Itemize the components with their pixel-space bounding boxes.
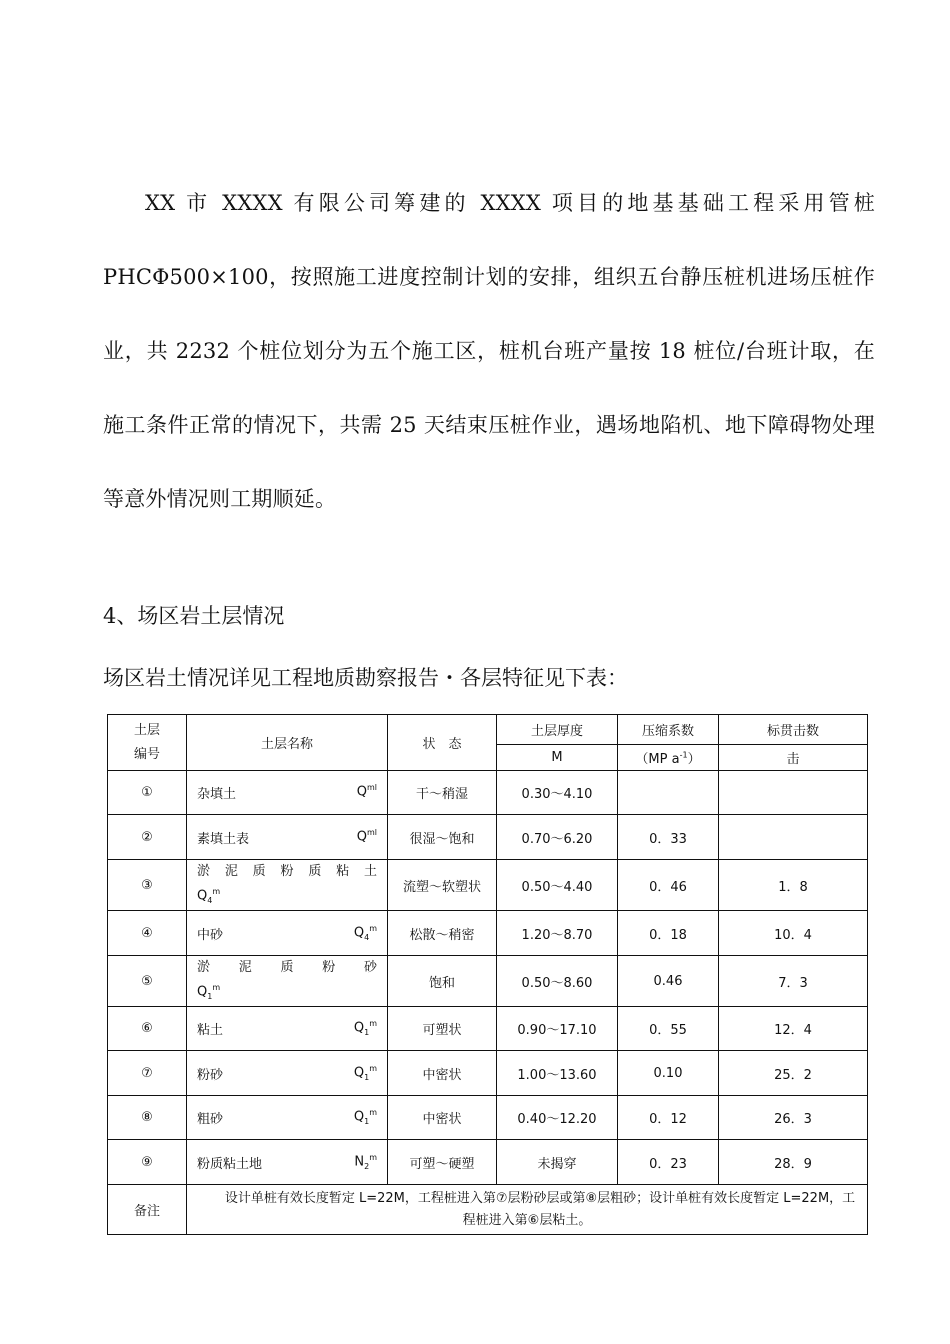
layer-name-wrap xyxy=(193,783,381,802)
state-cell: 松散～稍密 xyxy=(388,911,497,956)
geo-superscript: m xyxy=(369,1152,377,1162)
layer-name-wrap xyxy=(193,828,381,847)
layer-no-cell: ⑦ xyxy=(108,1051,187,1096)
header-state: 状 态 xyxy=(388,715,497,771)
layer-no-cell: ⑤ xyxy=(108,956,187,1007)
header-layer-no-line2: 编号 xyxy=(133,746,160,762)
geo-superscript: m xyxy=(369,1019,377,1028)
layer-name-cell xyxy=(187,956,388,1007)
compression-cell: 0．33 xyxy=(618,815,719,860)
geo-letter: Q xyxy=(356,828,367,844)
table-row xyxy=(108,860,868,911)
geo-letter: Q xyxy=(197,983,208,999)
geo-superscript: m xyxy=(212,982,221,992)
remark-label: 备注 xyxy=(108,1185,187,1235)
table-row xyxy=(108,1007,868,1051)
layer-name: 素填土表 xyxy=(197,831,250,847)
thickness-cell: 0.50～8.60 xyxy=(497,956,618,1007)
geo-superscript: m xyxy=(369,1108,377,1117)
table-row xyxy=(108,771,868,815)
spt-cell xyxy=(719,771,868,815)
layer-name: 粉质粘土地 xyxy=(197,1156,263,1172)
geo-letter: Q xyxy=(356,784,367,800)
geologic-age-code xyxy=(354,1108,377,1126)
geologic-age-code xyxy=(197,979,377,1006)
section-title: 4、场区岩土层情况 xyxy=(103,604,285,628)
unit-compression-end: ） xyxy=(687,752,701,767)
geo-superscript: ml xyxy=(366,783,377,792)
geo-subscript: 4 xyxy=(207,895,213,905)
layer-name-cell xyxy=(187,1051,388,1096)
state-cell: 可塑状 xyxy=(388,1007,497,1051)
layer-name-wrap xyxy=(193,1153,381,1172)
layer-name: 粉砂 xyxy=(197,1067,224,1083)
layer-name xyxy=(197,861,377,883)
state-cell: 中密状 xyxy=(388,1051,497,1096)
header-layer-name: 土层名称 xyxy=(187,715,388,771)
geo-subscript: 1 xyxy=(364,1116,370,1126)
table-row xyxy=(108,911,868,956)
compression-cell: 0．23 xyxy=(618,1140,719,1185)
state-cell: 干～稍湿 xyxy=(388,771,497,815)
geo-superscript: m xyxy=(369,923,377,933)
compression-cell: 0.46 xyxy=(618,956,719,1007)
geologic-age-code xyxy=(354,924,377,942)
name-glyph: 质 xyxy=(308,863,322,879)
geo-superscript: ml xyxy=(366,827,377,837)
layer-name-cell xyxy=(187,815,388,860)
geo-letter: Q xyxy=(353,1064,365,1080)
geo-subscript: 4 xyxy=(364,932,370,942)
layer-name-cell xyxy=(187,771,388,815)
layer-name-wrap xyxy=(193,1108,381,1127)
layer-name-cell xyxy=(187,1007,388,1051)
body-paragraph: XX 市 XXXX 有限公司筹建的 XXXX 项目的地基基础工程采用管桩 PHCΦ500×100，按照施工进度控制计划的安排，组织五台静压桩机进场压桩作业，共 2232 个桩位划分为五个施工区，桩机台班产量按 18 桩位/台班计取，在施工条件正常的情况下，共需 25 天结束压桩作业，遇场地陷机、地下障碍物处理等意外情况则工期顺延。 xyxy=(103,191,875,511)
compression-cell: 0．18 xyxy=(618,911,719,956)
layer-name: 粗砂 xyxy=(197,1112,224,1127)
layer-name-wrap xyxy=(193,924,381,943)
table-row xyxy=(108,815,868,860)
table-row xyxy=(108,1096,868,1140)
layer-no-cell: ① xyxy=(108,771,187,815)
name-glyph: 泥 xyxy=(224,863,238,879)
compression-cell: 0．12 xyxy=(618,1096,719,1140)
geologic-age-code xyxy=(357,828,377,846)
geologic-age-code xyxy=(354,1064,377,1082)
geo-subscript: 1 xyxy=(207,991,213,1001)
spt-cell: 7．3 xyxy=(719,956,868,1007)
layer-name: 中砂 xyxy=(197,927,224,943)
layer-no-cell: ③ xyxy=(108,860,187,911)
spt-cell: 10．4 xyxy=(719,911,868,956)
unit-compression xyxy=(618,745,719,771)
layer-name-cell xyxy=(187,860,388,911)
compression-cell xyxy=(618,771,719,815)
name-glyph: 粉 xyxy=(322,959,336,975)
unit-thickness: M xyxy=(497,745,618,771)
name-glyph: 淤 xyxy=(197,863,211,879)
geo-letter: Q xyxy=(353,924,365,940)
thickness-cell: 1.20～8.70 xyxy=(497,911,618,956)
table-row xyxy=(108,956,868,1007)
layer-name-cell xyxy=(187,1140,388,1185)
name-glyph: 粉 xyxy=(280,863,294,879)
table-header-row xyxy=(108,715,868,745)
name-glyph: 泥 xyxy=(238,959,252,975)
layer-name-wrap xyxy=(193,1064,381,1083)
table-row xyxy=(108,1140,868,1185)
compression-cell: 0．46 xyxy=(618,860,719,911)
name-glyph: 淤 xyxy=(197,959,211,975)
thickness-cell: 0.30～4.10 xyxy=(497,771,618,815)
thickness-cell: 0.90～17.10 xyxy=(497,1007,618,1051)
geo-subscript: 1 xyxy=(364,1027,370,1037)
thickness-cell: 未揭穿 xyxy=(497,1140,618,1185)
name-glyph: 粘 xyxy=(336,863,350,879)
spt-cell: 12．4 xyxy=(719,1007,868,1051)
unit-spt: 击 xyxy=(719,745,868,771)
unit-compression-sup: -1 xyxy=(679,750,688,760)
layer-no-cell: ② xyxy=(108,815,187,860)
unit-compression-text: （MP a xyxy=(635,752,680,767)
spt-cell: 1．8 xyxy=(719,860,868,911)
state-cell: 中密状 xyxy=(388,1096,497,1140)
geo-subscript: 2 xyxy=(364,1161,370,1171)
name-glyph: 砂 xyxy=(363,959,377,975)
state-cell: 流塑～软塑状 xyxy=(388,860,497,911)
layer-no-cell: ⑨ xyxy=(108,1140,187,1185)
geo-letter: Q xyxy=(353,1109,365,1125)
spt-cell: 26．3 xyxy=(719,1096,868,1140)
compression-cell: 0.10 xyxy=(618,1051,719,1096)
geologic-age-code xyxy=(354,1153,377,1171)
thickness-cell: 0.50～4.40 xyxy=(497,860,618,911)
header-compression: 压缩系数 xyxy=(618,715,719,745)
remark-row xyxy=(108,1185,868,1235)
remark-text: 设计单桩有效长度暂定 L=22M，工程桩进入第⑦层粉砂层或第⑧层粗砂；设计单桩有效长度暂定 L=22M，工程桩进入第⑥层粘土。 xyxy=(187,1185,868,1235)
layer-no-cell: ⑥ xyxy=(108,1007,187,1051)
spt-cell: 25．2 xyxy=(719,1051,868,1096)
table-row xyxy=(108,1051,868,1096)
layer-name-cell xyxy=(187,1096,388,1140)
layer-name-wrap xyxy=(193,957,381,1006)
geo-subscript: 1 xyxy=(364,1072,370,1082)
geologic-age-code xyxy=(357,783,377,801)
state-cell: 可塑～硬塑 xyxy=(388,1140,497,1185)
compression-cell: 0．55 xyxy=(618,1007,719,1051)
geo-superscript: m xyxy=(369,1063,377,1073)
thickness-cell: 1.00～13.60 xyxy=(497,1051,618,1096)
header-spt: 标贯击数 xyxy=(719,715,868,745)
spt-cell: 28．9 xyxy=(719,1140,868,1185)
layer-name-cell xyxy=(187,911,388,956)
layer-no-cell: ⑧ xyxy=(108,1096,187,1140)
geologic-age-code xyxy=(197,883,377,910)
layer-no-cell: ④ xyxy=(108,911,187,956)
state-cell: 很湿～饱和 xyxy=(388,815,497,860)
geo-letter: Q xyxy=(353,1020,365,1036)
layer-name-wrap xyxy=(193,861,381,910)
geologic-age-code xyxy=(354,1019,377,1037)
spt-cell xyxy=(719,815,868,860)
geo-superscript: m xyxy=(212,886,221,896)
layer-name xyxy=(197,957,377,979)
state-cell: 饱和 xyxy=(388,956,497,1007)
thickness-cell: 0.40～12.20 xyxy=(497,1096,618,1140)
header-layer-no-line1: 土层 xyxy=(133,722,160,738)
name-glyph: 质 xyxy=(252,863,266,879)
layer-name: 杂填土 xyxy=(197,787,237,802)
name-glyph: 质 xyxy=(280,959,294,975)
thickness-cell: 0.70～6.20 xyxy=(497,815,618,860)
geo-letter: Q xyxy=(197,887,208,903)
header-layer-no xyxy=(108,715,187,771)
name-glyph: 土 xyxy=(363,863,377,879)
layer-name-wrap xyxy=(193,1019,381,1038)
header-thickness: 土层厚度 xyxy=(497,715,618,745)
soil-layer-table xyxy=(107,714,868,1235)
geo-letter: N xyxy=(354,1153,365,1169)
layer-name: 粘土 xyxy=(197,1023,224,1038)
table-intro: 场区岩土情况详见工程地质勘察报告・各层特征见下表： xyxy=(103,666,628,690)
